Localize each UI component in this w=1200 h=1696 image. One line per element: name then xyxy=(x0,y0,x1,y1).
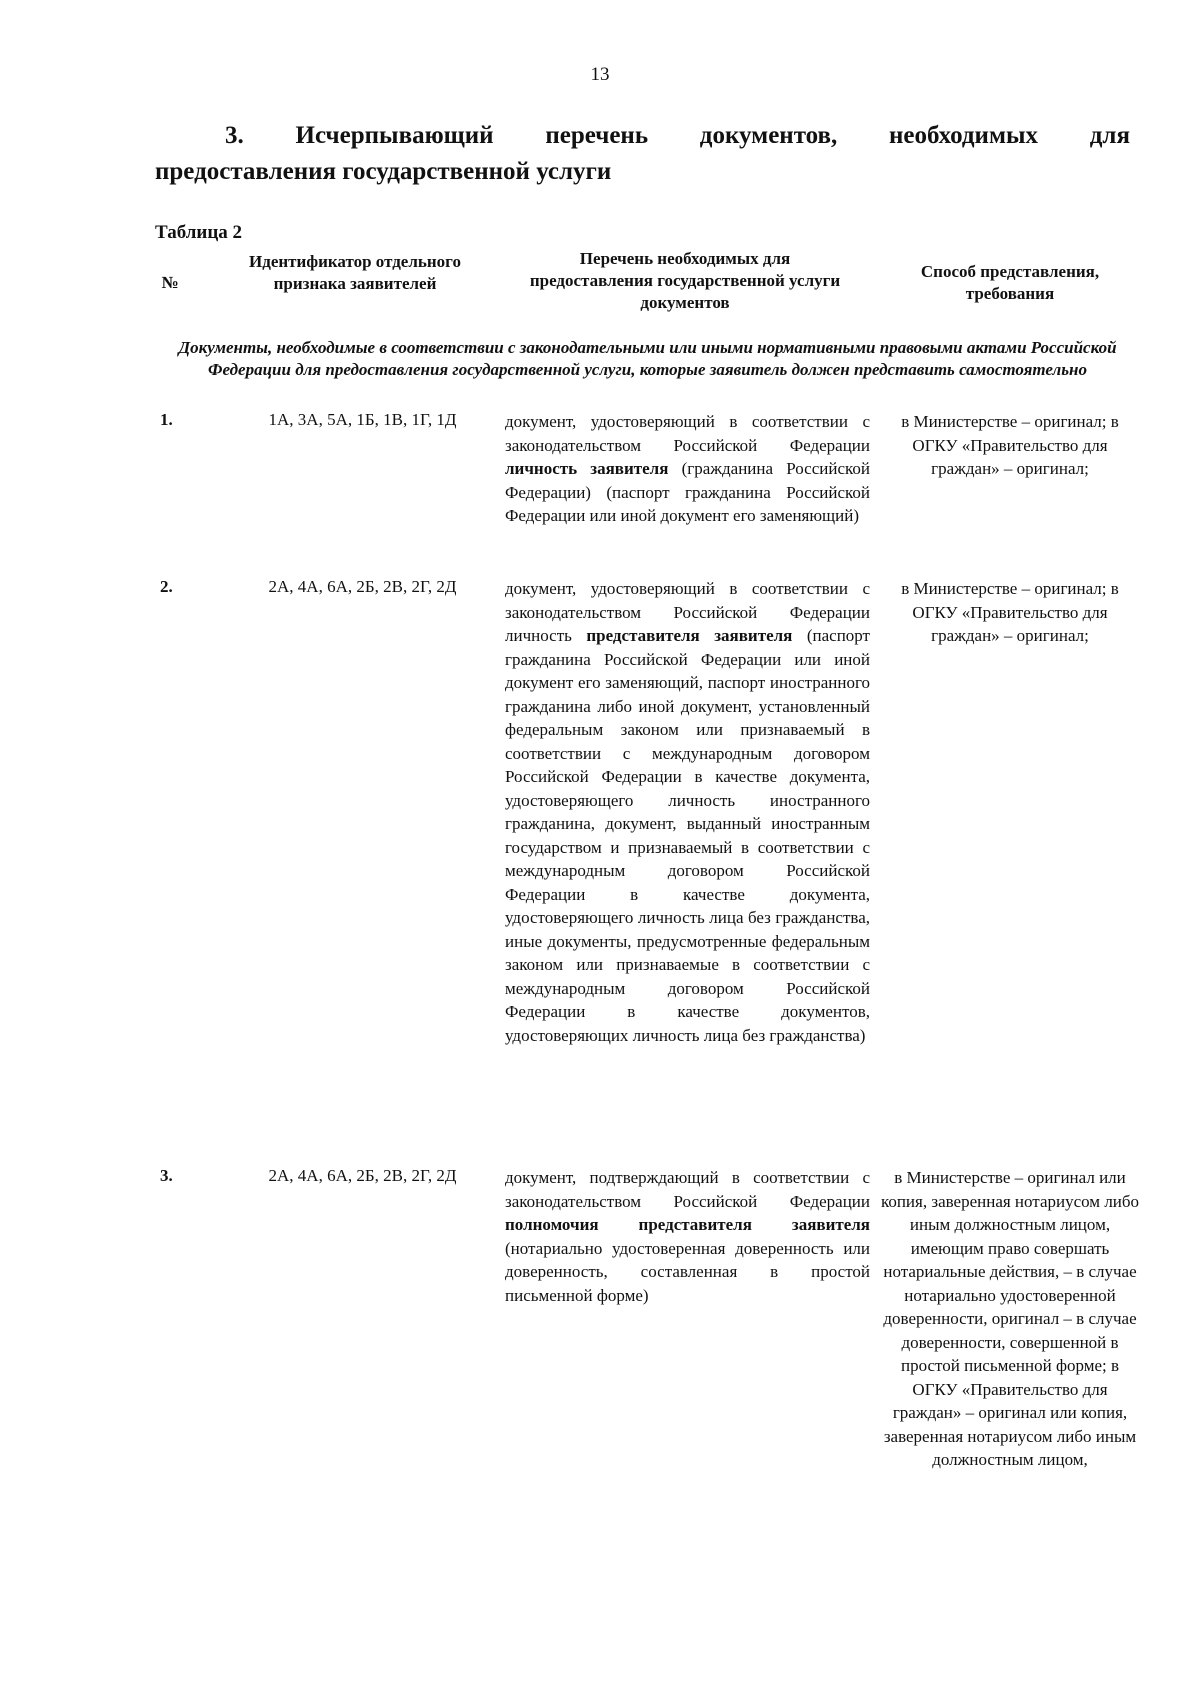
row-number: 2. xyxy=(160,577,173,596)
doc-text-bold: полномочия представителя заявителя xyxy=(505,1215,870,1234)
row-documents xyxy=(505,410,870,528)
column-header-documents: Перечень необходимых для предоставления государственной услуги документов xyxy=(529,249,841,312)
row-method: в Министерстве – оригинал; в ОГКУ «Правительство для граждан» – оригинал; xyxy=(901,412,1119,478)
table-label: Таблица 2 xyxy=(155,222,243,243)
doc-text: документ, удостоверяющий в соответствии с законодательством Российской Федерации личность xyxy=(505,579,870,645)
row-identifier: 2А, 4А, 6А, 2Б, 2В, 2Г, 2Д xyxy=(268,577,457,596)
row-number: 1. xyxy=(160,410,173,429)
row-identifier: 1А, 3А, 5А, 1Б, 1В, 1Г, 1Д xyxy=(268,410,457,429)
doc-text-bold: представителя заявителя xyxy=(586,626,793,645)
heading-word: Исчерпывающий xyxy=(295,122,494,149)
heading-line-2: предоставления государственной услуги xyxy=(155,158,612,185)
heading-word: перечень xyxy=(545,122,649,149)
heading-number: 3. xyxy=(225,122,244,149)
doc-text: (гражданина Российской Федерации) (паспорт гражданина Российской Федерации или иной документ его заменяющий) xyxy=(505,459,870,525)
row-method: в Министерстве – оригинал или копия, заверенная нотариусом либо иным должностным лицом, имеющим право совершать нотариальные действия, – в случае нотариально удостоверенной доверенности, оригинал – в случае доверенности, совершенной в простой письменной форме; в ОГКУ «Правительство для граждан» – оригинал или копия, заверенная нотариусом либо иным должностным лицом, xyxy=(880,1168,1140,1469)
column-header-method: Способ представления, требования xyxy=(920,262,1100,303)
column-header-identifier: Идентификатор отдельного признака заявителей xyxy=(249,252,461,293)
doc-text-bold: личность заявителя xyxy=(505,459,669,478)
doc-text: (паспорт гражданина Российской Федерации или иной документ его заменяющий, паспорт иностранного гражданина либо иной документ, установленный федеральным законом или признаваемый в соответствии с международным договором Российской Федерации в качестве документа, удостоверяющего личность иностранного гражданина, документ, выданный иностранным государством и признаваемый в соответствии с международным договором Российской Федерации в качестве документа, удостоверяющего личность лица без гражданства, иные документы, предусмотренные федеральным законом или признаваемые в соответствии с международным договором Российской Федерации в качестве документов, удостоверяющих личность лица без гражданства) xyxy=(505,626,870,1045)
doc-text: документ, подтверждающий в соответствии с законодательством Российской Федерации xyxy=(505,1168,870,1211)
heading-word: документов, xyxy=(699,122,838,149)
heading-word: для xyxy=(1089,122,1130,149)
page-number: 13 xyxy=(590,64,610,85)
doc-text: (нотариально удостоверенная доверенность или доверенность, составленная в простой письменной форме) xyxy=(505,1238,870,1305)
row-documents xyxy=(505,1166,870,1307)
column-header-num: № xyxy=(161,273,179,292)
row-number: 3. xyxy=(160,1166,173,1185)
row-documents xyxy=(505,577,870,1047)
row-identifier: 2А, 4А, 6А, 2Б, 2В, 2Г, 2Д xyxy=(268,1166,457,1185)
heading-line-1 xyxy=(155,118,1130,154)
section-note: Документы, необходимые в соответствии с законодательными или иными нормативными правовыми актами Российской Федерации для предоставления государственной услуги, которые заявитель должен представить самостоятельно xyxy=(178,338,1117,379)
heading-word: необходимых xyxy=(889,122,1039,149)
row-method: в Министерстве – оригинал; в ОГКУ «Правительство для граждан» – оригинал; xyxy=(901,579,1119,645)
doc-text: документ, удостоверяющий в соответствии с законодательством Российской Федерации xyxy=(505,412,870,455)
section-heading xyxy=(155,118,1130,190)
